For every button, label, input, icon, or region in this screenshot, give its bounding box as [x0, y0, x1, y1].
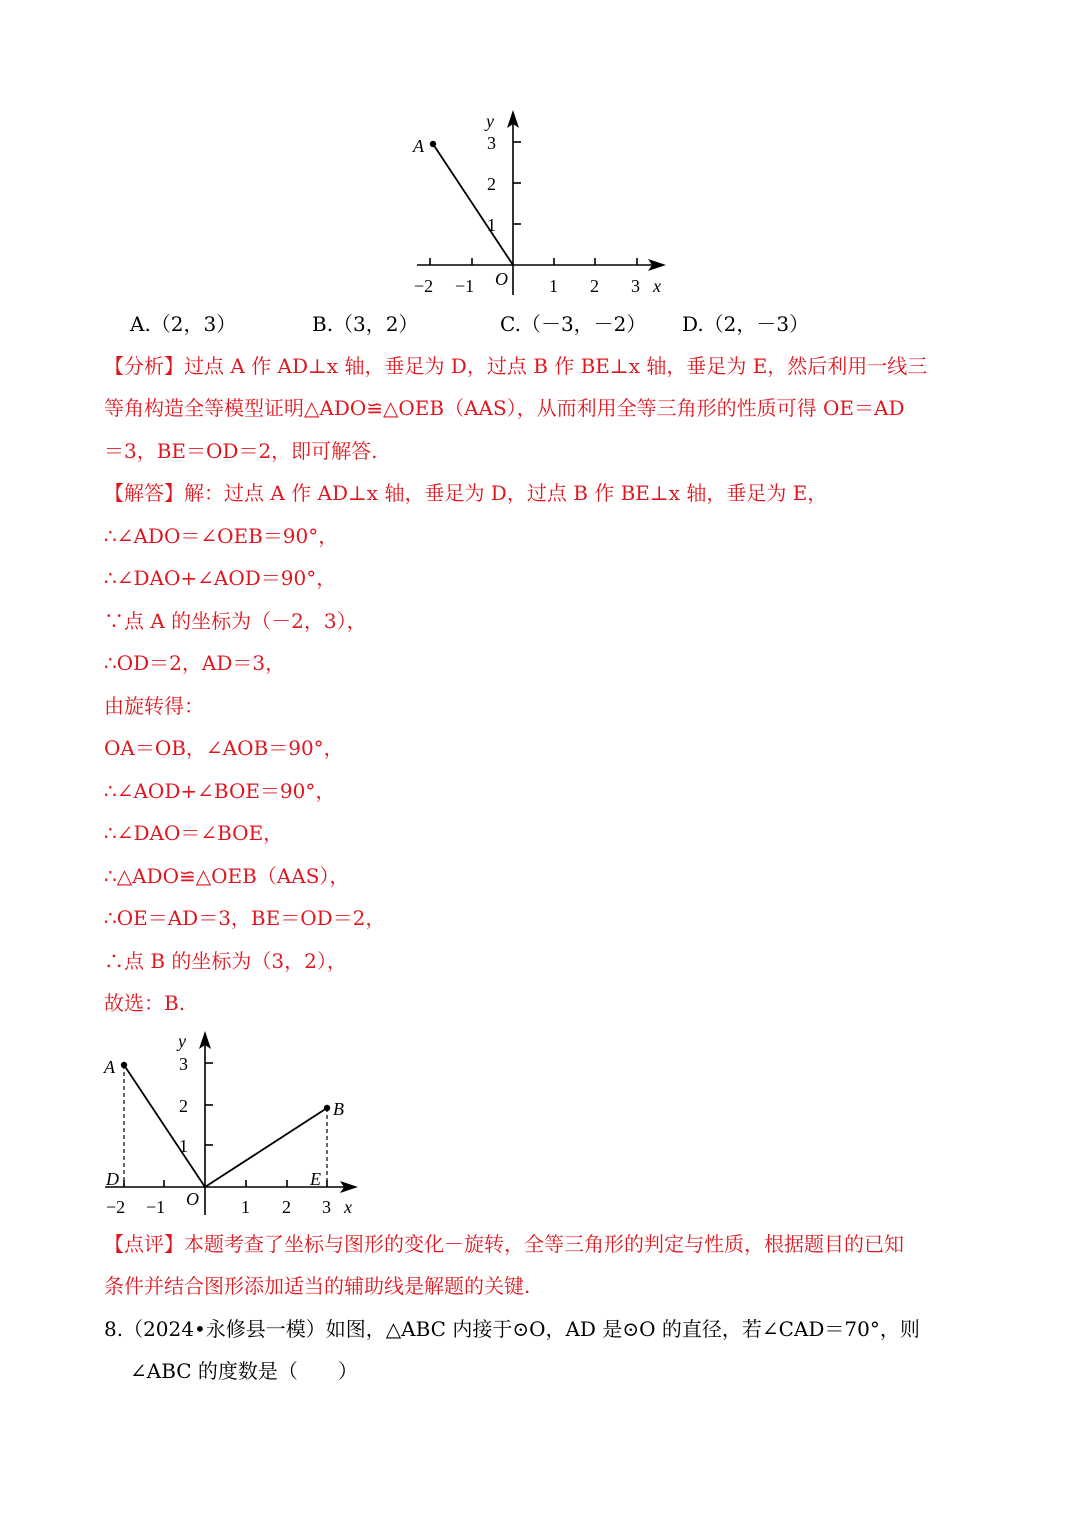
y-tick-1: 1 — [179, 1136, 188, 1156]
y-tick-1: 1 — [487, 215, 496, 235]
y-tick-3: 3 — [179, 1054, 188, 1074]
point-d-label: D — [106, 1169, 119, 1189]
origin-label: O — [495, 269, 508, 289]
point-a-label: A — [413, 136, 424, 156]
choice-c: C.（－3，－2） — [500, 312, 647, 336]
question-line-2: ∠ABC 的度数是（ ） — [130, 1359, 358, 1383]
x-tick-2: 2 — [282, 1197, 291, 1217]
x-tick-1: 1 — [241, 1197, 250, 1217]
x-tick-neg1: −1 — [455, 276, 475, 296]
choice-a: A.（2，3） — [130, 312, 237, 336]
y-axis-label: y — [178, 1031, 186, 1051]
solution-line-7: OA＝OB，∠AOB＝90°， — [104, 736, 344, 760]
analysis-line-3: ＝3，BE＝OD＝2，即可解答. — [104, 439, 378, 463]
point-e-label: E — [310, 1169, 321, 1189]
choice-d: D.（2，－3） — [682, 312, 810, 336]
solution-line-5: ∴OD＝2，AD＝3， — [104, 651, 286, 675]
solution-line-4: ∵点 A 的坐标为（－2，3）， — [104, 609, 367, 633]
comment-line-1: 【点评】本题考查了坐标与图形的变化－旋转，全等三角形的判定与性质，根据题目的已知 — [104, 1232, 904, 1256]
comment-line-2: 条件并结合图形添加适当的辅助线是解题的关键. — [104, 1274, 531, 1298]
analysis-line-1: 【分析】过点 A 作 AD⊥x 轴，垂足为 D，过点 B 作 BE⊥x 轴，垂足为 E，然后利用一线三 — [104, 354, 928, 378]
coordinate-figure-2 — [100, 1025, 370, 1220]
solution-line-11: ∴OE＝AD＝3，BE＝OD＝2， — [104, 906, 386, 930]
x-tick-1: 1 — [549, 276, 558, 296]
origin-label: O — [186, 1189, 199, 1209]
x-tick-2: 2 — [590, 276, 599, 296]
x-tick-3: 3 — [322, 1197, 331, 1217]
question-line-1: 8.（2024•永修县一模）如图，△ABC 内接于⊙O，AD 是⊙O 的直径，若∠CAD＝70°，则 — [104, 1317, 920, 1341]
solution-line-3: ∴∠DAO+∠AOD＝90°， — [104, 566, 337, 590]
solution-line-1: 【解答】解：过点 A 作 AD⊥x 轴，垂足为 D，过点 B 作 BE⊥x 轴，垂足为 E， — [104, 481, 828, 505]
solution-line-8: ∴∠AOD+∠BOE＝90°， — [104, 779, 336, 803]
solution-line-9: ∴∠DAO＝∠BOE， — [104, 821, 284, 845]
x-axis-label: x — [653, 276, 661, 296]
point-a-label: A — [104, 1057, 115, 1077]
y-axis-label: y — [486, 111, 494, 131]
x-tick-neg2: −2 — [414, 276, 434, 296]
x-tick-neg1: −1 — [146, 1197, 166, 1217]
point-b-label: B — [333, 1099, 344, 1119]
solution-line-2: ∴∠ADO＝∠OEB＝90°， — [104, 524, 339, 548]
x-tick-neg2: −2 — [106, 1197, 126, 1217]
x-axis-label: x — [344, 1197, 352, 1217]
y-tick-2: 2 — [179, 1096, 188, 1116]
solution-line-10: ∴△ADO≌△OEB（AAS）， — [104, 864, 350, 888]
solution-line-13: 故选：B. — [104, 991, 186, 1015]
y-tick-2: 2 — [487, 174, 496, 194]
coordinate-figure-1 — [400, 100, 680, 305]
solution-line-12: ∴点 B 的坐标为（3，2）， — [104, 949, 347, 973]
choice-b: B.（3，2） — [312, 312, 419, 336]
analysis-line-2: 等角构造全等模型证明△ADO≌△OEB（AAS），从而利用全等三角形的性质可得 OE＝AD — [104, 396, 905, 420]
solution-line-6: 由旋转得： — [104, 694, 204, 718]
x-tick-3: 3 — [631, 276, 640, 296]
y-tick-3: 3 — [487, 133, 496, 153]
